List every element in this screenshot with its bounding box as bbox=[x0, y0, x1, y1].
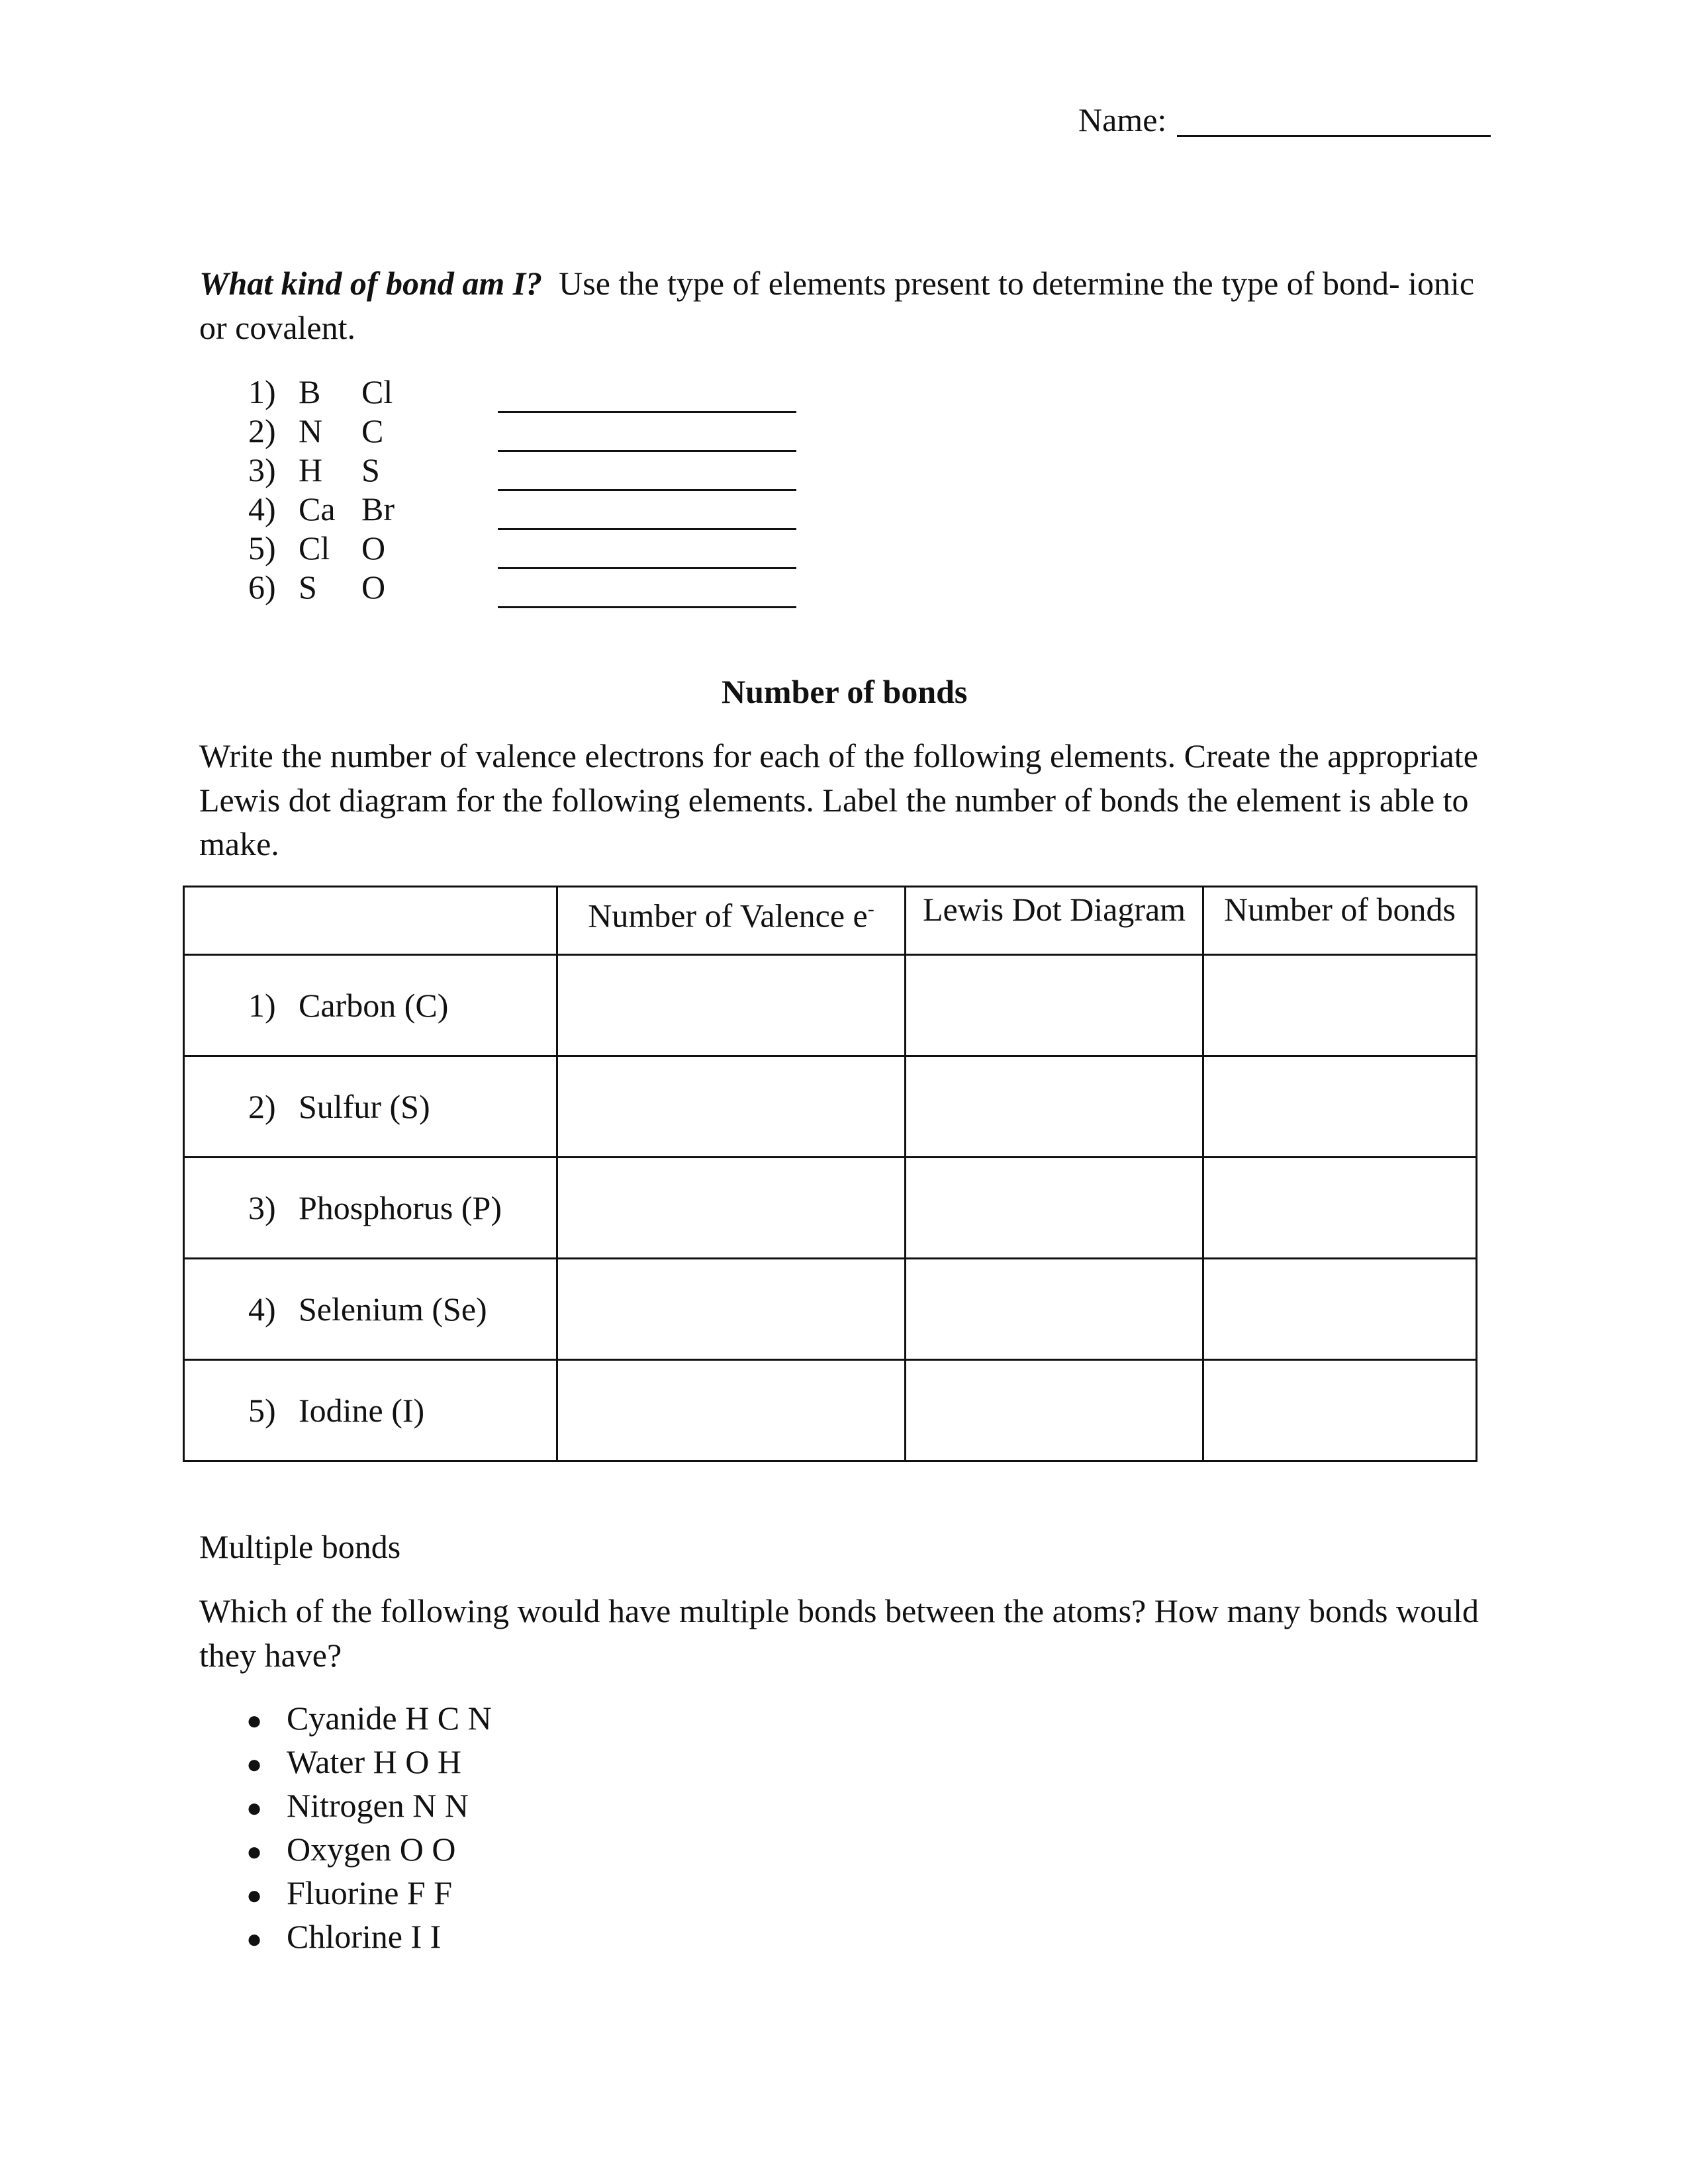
bullet-icon: ● bbox=[246, 1793, 263, 1823]
answer-blank[interactable] bbox=[498, 578, 796, 608]
name-label: Name: bbox=[1078, 101, 1167, 138]
list-item: ● Water H O H bbox=[246, 1740, 461, 1786]
bullet-icon: ● bbox=[246, 1749, 263, 1779]
valence-input-cell[interactable] bbox=[557, 1158, 906, 1259]
table-row bbox=[184, 1360, 1477, 1461]
bullet-icon: ● bbox=[246, 1924, 263, 1954]
element-label-cell: 3) Phosphorus (P) bbox=[184, 1158, 557, 1259]
lewis-input-cell[interactable] bbox=[906, 955, 1203, 1056]
element-a: Cl bbox=[299, 529, 330, 567]
table-row bbox=[184, 1259, 1477, 1360]
element-label-cell: 2) Sulfur (S) bbox=[184, 1056, 557, 1158]
element-a: N bbox=[299, 412, 323, 449]
valence-table bbox=[183, 886, 1477, 1462]
list-item: ● Cyanide H C N bbox=[246, 1696, 492, 1743]
table-header-row bbox=[184, 887, 1477, 955]
valence-input-cell[interactable] bbox=[557, 1259, 906, 1360]
table-row bbox=[184, 1158, 1477, 1259]
bonds-input-cell[interactable] bbox=[1203, 955, 1477, 1056]
instruction-text: Use the type of elements present to determine the type of bond- ionic bbox=[559, 265, 1475, 302]
section3-title: Multiple bonds bbox=[199, 1528, 401, 1565]
section3-question-2: they have? bbox=[199, 1637, 342, 1674]
list-item: ● Nitrogen N N bbox=[246, 1784, 469, 1830]
element-b: O bbox=[361, 569, 386, 606]
header-cell-lewis: Lewis Dot Diagram bbox=[906, 887, 1203, 955]
bullet-icon: ● bbox=[246, 1880, 263, 1910]
bonds-input-cell[interactable] bbox=[1203, 1056, 1477, 1158]
lewis-input-cell[interactable] bbox=[906, 1056, 1203, 1158]
list-item: ● Chlorine I I bbox=[246, 1915, 441, 1961]
section2-paragraph-1: Write the number of valence electrons for each of the following elements. Create the appropriate bbox=[199, 737, 1478, 774]
section1-title: What kind of bond am I? bbox=[199, 265, 543, 302]
list-item: ● Fluorine F F bbox=[246, 1871, 452, 1917]
name-field[interactable] bbox=[1177, 116, 1491, 137]
header-cell-valence: Number of Valence e- bbox=[557, 887, 906, 955]
answer-blank[interactable] bbox=[498, 500, 796, 530]
bonds-input-cell[interactable] bbox=[1203, 1158, 1477, 1259]
list-item-number: 6) bbox=[248, 569, 276, 606]
valence-input-cell[interactable] bbox=[557, 1360, 906, 1461]
table-row bbox=[184, 1056, 1477, 1158]
section2-paragraph-2: Lewis dot diagram for the following elements. Label the number of bonds the element is able to bbox=[199, 782, 1469, 819]
list-item-number: 1) bbox=[248, 373, 276, 410]
lewis-input-cell[interactable] bbox=[906, 1259, 1203, 1360]
header-cell-bonds: Number of bonds bbox=[1203, 887, 1477, 955]
section2-paragraph-3: make. bbox=[199, 825, 279, 862]
bonds-input-cell[interactable] bbox=[1203, 1259, 1477, 1360]
bullet-icon: ● bbox=[246, 1706, 263, 1735]
element-b: S bbox=[361, 451, 380, 488]
answer-blank[interactable] bbox=[498, 383, 796, 413]
list-item-number: 4) bbox=[248, 490, 276, 527]
bonds-input-cell[interactable] bbox=[1203, 1360, 1477, 1461]
element-a: Ca bbox=[299, 490, 336, 527]
header-cell-empty bbox=[184, 887, 557, 955]
answer-blank[interactable] bbox=[498, 539, 796, 569]
element-b: Br bbox=[361, 490, 395, 527]
element-b: C bbox=[361, 412, 384, 449]
element-label-cell: 5) Iodine (I) bbox=[184, 1360, 557, 1461]
element-a: B bbox=[299, 373, 321, 410]
element-label-cell: 1) Carbon (C) bbox=[184, 955, 557, 1056]
element-a: H bbox=[299, 451, 323, 488]
valence-input-cell[interactable] bbox=[557, 1056, 906, 1158]
bullet-icon: ● bbox=[246, 1837, 263, 1866]
section3-question-1: Which of the following would have multiple bonds between the atoms? How many bonds would bbox=[199, 1592, 1479, 1629]
element-b: Cl bbox=[361, 373, 393, 410]
lewis-input-cell[interactable] bbox=[906, 1360, 1203, 1461]
section1-instruction bbox=[199, 261, 1474, 305]
list-item: ● Oxygen O O bbox=[246, 1827, 456, 1874]
answer-blank[interactable] bbox=[498, 422, 796, 452]
element-label-cell: 4) Selenium (Se) bbox=[184, 1259, 557, 1360]
list-item-number: 3) bbox=[248, 451, 276, 488]
table-row bbox=[184, 955, 1477, 1056]
lewis-input-cell[interactable] bbox=[906, 1158, 1203, 1259]
list-item-number: 2) bbox=[248, 412, 276, 449]
answer-blank[interactable] bbox=[498, 461, 796, 491]
element-b: O bbox=[361, 529, 386, 567]
list-item-number: 5) bbox=[248, 529, 276, 567]
instruction-text-2: or covalent. bbox=[199, 309, 356, 346]
section2-title: Number of bonds bbox=[722, 673, 968, 710]
element-a: S bbox=[299, 569, 317, 606]
valence-input-cell[interactable] bbox=[557, 955, 906, 1056]
